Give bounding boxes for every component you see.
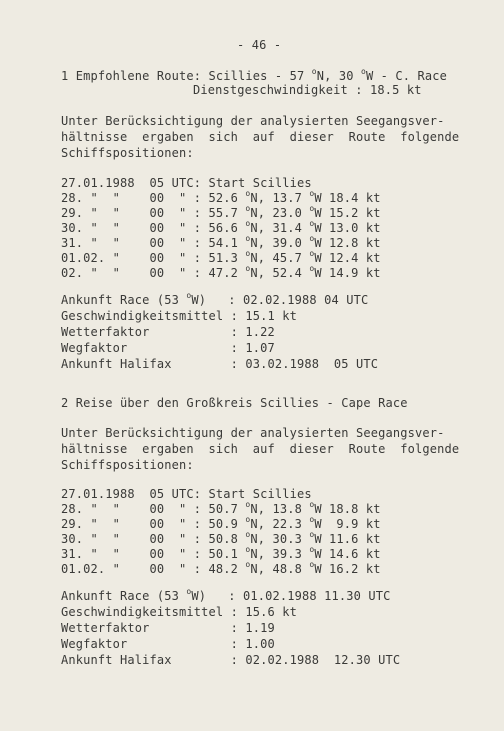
degree-symbol: o [309,264,315,273]
route2-summary-row: Geschwindigkeitsmittel : 15.6 kt [61,605,297,619]
route1-position-row: 28. " " 00 " : 52.6 $^o$N, 13.7 $^o$W 18.4 kt [61,189,381,205]
degree-symbol: o [309,530,315,539]
route1-summary-row: Wetterfaktor : 1.22 [61,325,275,339]
route2-position-row: 30. " " 00 " : 50.8 $^o$N, 30.3 $^o$W 11.6 kt [61,530,381,546]
route1-position-row: 30. " " 00 " : 56.6 $^o$N, 31.4 $^o$W 13.0 kt [61,219,381,235]
degree-symbol: o [309,189,315,198]
route2-summary-row: Ankunft Halifax : 02.02.1988 12.30 UTC [61,653,401,667]
degree-symbol: o [360,67,366,76]
route2-position-row: 01.02. " 00 " : 48.2 $^o$N, 48.8 $^o$W 16.2 kt [61,560,381,576]
route1-summary-row: Geschwindigkeitsmittel : 15.1 kt [61,309,297,323]
route1-heading: 1 Empfohlene Route: Scillies - 57 $^o$N, 30 $^o$W - C. Race [61,67,448,83]
degree-symbol: o [245,219,251,228]
degree-symbol: o [245,545,251,554]
degree-symbol: o [245,234,251,243]
route1-summary-row: Ankunft Race (53 $^o$W) : 02.02.1988 04 UTC [61,291,369,307]
route2-intro-line: Schiffspositionen: [61,458,194,472]
degree-symbol: o [245,515,251,524]
degree-symbol: o [245,204,251,213]
degree-symbol: o [309,234,315,243]
route2-summary-row: Ankunft Race (53 $^o$W) : 01.02.1988 11.30 UTC [61,587,391,603]
route1-position-row: 02. " " 00 " : 47.2 $^o$N, 52.4 $^o$W 14.9 kt [61,264,381,280]
route1-position-row: 27.01.1988 05 UTC: Start Scillies [61,176,312,190]
route2-intro-line: Unter Berücksichtigung der analysierten Seegangsver- [61,426,445,440]
route2-position-row: 31. " " 00 " : 50.1 $^o$N, 39.3 $^o$W 14.6 kt [61,545,381,561]
route1-position-row: 01.02. " 00 " : 51.3 $^o$N, 45.7 $^o$W 12.4 kt [61,249,381,265]
route2-heading: 2 Reise über den Großkreis Scillies - Cape Race [61,396,408,410]
degree-symbol: o [245,500,251,509]
route1-intro-line: Unter Berücksichtigung der analysierten Seegangsver- [61,114,445,128]
degree-symbol: o [186,291,192,300]
degree-symbol: o [245,264,251,273]
degree-symbol: o [309,249,315,258]
degree-symbol: o [186,587,192,596]
route2-position-row: 28. " " 00 " : 50.7 $^o$N, 13.8 $^o$W 18.8 kt [61,500,381,516]
degree-symbol: o [309,219,315,228]
degree-symbol: o [309,545,315,554]
degree-symbol: o [309,560,315,569]
degree-symbol: o [245,189,251,198]
degree-symbol: o [309,500,315,509]
route1-summary-row: Wegfaktor : 1.07 [61,341,275,355]
route1-position-row: 31. " " 00 " : 54.1 $^o$N, 39.0 $^o$W 12.8 kt [61,234,381,250]
route2-summary-row: Wetterfaktor : 1.19 [61,621,275,635]
route1-service-speed: Dienstgeschwindigkeit : 18.5 kt [193,83,422,97]
degree-symbol: o [309,515,315,524]
degree-symbol: o [311,67,317,76]
route2-summary-row: Wegfaktor : 1.00 [61,637,275,651]
degree-symbol: o [309,204,315,213]
route2-position-row: 27.01.1988 05 UTC: Start Scillies [61,487,312,501]
route1-summary-row: Ankunft Halifax : 03.02.1988 05 UTC [61,357,379,371]
route1-intro-line: hältnisse ergaben sich auf dieser Route folgende [61,130,460,144]
route1-intro-line: Schiffspositionen: [61,146,194,160]
degree-symbol: o [245,249,251,258]
degree-symbol: o [245,530,251,539]
route2-intro-line: hältnisse ergaben sich auf dieser Route folgende [61,442,460,456]
page-number: - 46 - [237,38,282,52]
route2-position-row: 29. " " 00 " : 50.9 $^o$N, 22.3 $^o$W 9.9 kt [61,515,381,531]
degree-symbol: o [245,560,251,569]
route1-position-row: 29. " " 00 " : 55.7 $^o$N, 23.0 $^o$W 15.2 kt [61,204,381,220]
